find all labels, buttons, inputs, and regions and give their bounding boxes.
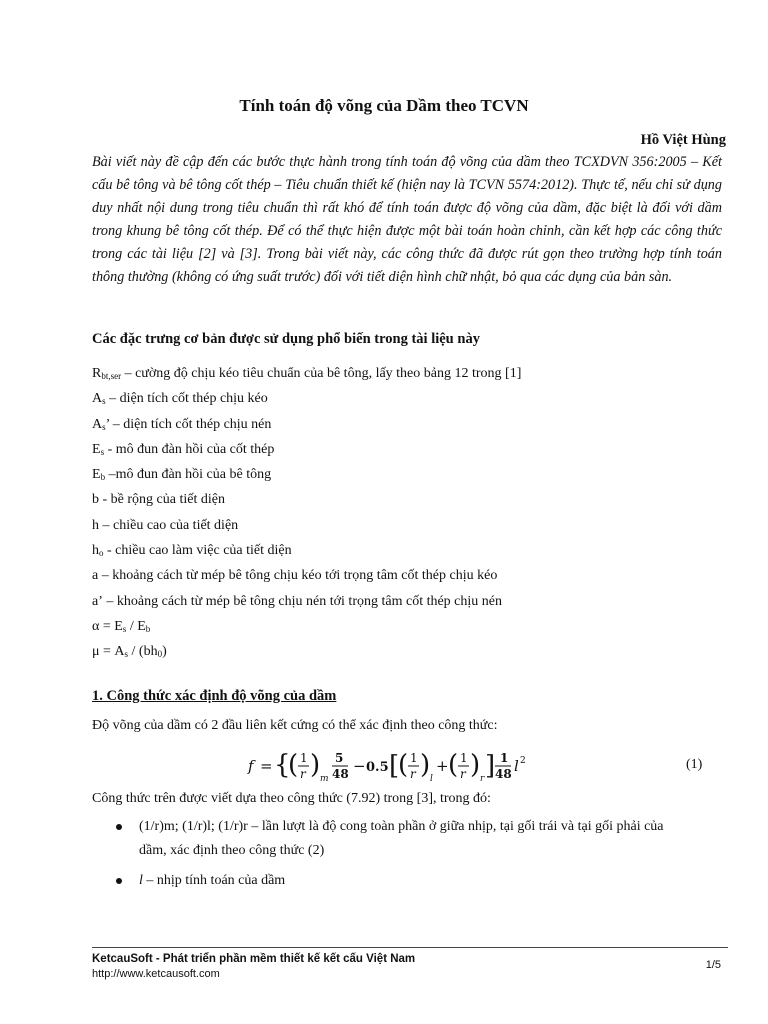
- document-title: Tính toán độ võng của Dầm theo TCVN: [239, 96, 529, 115]
- symbol-item: a’ – khoảng cách từ mép bê tông chịu nén tới trọng tâm cốt thép chịu nén: [92, 593, 502, 609]
- symbol-item: $R_{bt,ser}$ – cường độ chịu kéo tiêu chuẩn của bê tông, lấy theo bảng 12 trong [1]: [92, 366, 522, 381]
- formula-sub-m: m: [320, 774, 329, 784]
- formula-48-b: 48: [495, 767, 512, 781]
- formula-48-a: 48: [332, 767, 349, 781]
- formula-square: 2: [520, 756, 526, 766]
- formula-brace-open: {: [274, 750, 291, 780]
- mu-ratio: $\mu = A_s / (bh_0)$: [92, 644, 167, 660]
- formula-num-2: 1: [410, 751, 418, 765]
- alpha-ratio: $\alpha = E_s / E_b$: [92, 618, 151, 634]
- formula-paren-close-3: ): [470, 750, 481, 780]
- formula-num-1: 1: [300, 751, 308, 765]
- formula-num-4: 1: [500, 751, 509, 765]
- list-item: [92, 815, 732, 863]
- formula-num-3: 1: [460, 751, 468, 765]
- footer-divider: [92, 947, 728, 948]
- page-number: 1/5: [705, 959, 721, 971]
- formula-minus: −: [353, 757, 366, 775]
- formula-five: 5: [335, 751, 344, 765]
- symbol-item: a – khoảng cách từ mép bê tông chịu kéo tới trọng tâm cốt thép chịu kéo: [92, 568, 498, 584]
- symbols-list: [92, 361, 732, 665]
- formula-paren-close-2: ): [420, 750, 431, 780]
- formula-den-2: r: [410, 767, 416, 781]
- formula-paren-open: (: [288, 750, 299, 780]
- formula-bracket-close: ]: [485, 751, 496, 781]
- formula-paren-open-2: (: [398, 750, 409, 780]
- formula-sub-r: r: [480, 774, 485, 784]
- footer-url-link[interactable]: http://www.ketcausoft.com: [92, 968, 220, 980]
- section-1-intro: Độ võng của dầm có 2 đầu liên kết cứng có thể xác định theo công thức:: [92, 718, 498, 733]
- formula-coef: 0.5: [366, 760, 389, 775]
- document-author: Hồ Việt Hùng: [640, 132, 726, 148]
- section-1-after: Công thức trên được viết dựa theo công thức (7.92) trong [3], trong đó:: [92, 791, 491, 806]
- formula-paren-open-3: (: [448, 750, 459, 780]
- symbol-item: $E_b$ –mô đun đàn hồi của bê tông: [92, 467, 272, 483]
- symbols-heading: Các đặc trưng cơ bản được sử dụng phổ biến trong tài liệu này: [92, 331, 480, 347]
- equation-number: (1): [686, 757, 703, 772]
- symbol-item: $E_s$ - mô đun đàn hồi của cốt thép: [92, 441, 275, 457]
- formula-den-1: r: [300, 767, 306, 781]
- formula-f: f: [248, 757, 254, 775]
- bullet-icon: [116, 824, 122, 830]
- bullet-1-line-2: dầm, xác định theo công thức (2): [139, 843, 325, 858]
- symbol-item: $A_s$ – diện tích cốt thép chịu kéo: [92, 391, 268, 407]
- bullet-2-text: – nhịp tính toán của dầm: [142, 873, 286, 888]
- formula-bracket-open: [: [389, 751, 400, 781]
- symbol-item: $A_s$’ – diện tích cốt thép chịu nén: [92, 416, 272, 432]
- symbol-item: b - bề rộng của tiết diện: [92, 492, 225, 508]
- footer-company: KetcauSoft - Phát triển phần mềm thiết kế kết cấu Việt Nam: [92, 953, 416, 965]
- deflection-formula: [240, 742, 540, 790]
- section-1-heading: 1. Công thức xác định độ võng của dầm: [92, 688, 337, 704]
- definitions-list: [92, 815, 732, 893]
- formula-paren-close: ): [310, 750, 321, 780]
- abstract-paragraph: Bài viết này đề cập đến các bước thực hành trong tính toán độ võng của dầm theo TCXDVN 356:2005 – Kết cấu bê tông và bê tông cốt thép – Tiêu chuẩn thiết kế (hiện nay là TCVN 5574:2012). Thực tế, nếu chỉ sử dụng duy nhất nội dung trong tiêu chuẩn thì rất khó để tính toán được độ võng của dầm, đặc biệt là đối với dầm trong khung bê tông cốt thép. Để có thể thực hiện được một bài toán hoàn chỉnh, cần kết hợp các công thức trong các tài liệu [2] và [3]. Trong bài viết này, các công thức đã được rút gọn theo trường hợp tính toán thông thường (không có ứng suất trước) đối với tiết diện hình chữ nhật, bỏ qua các dụng của bản sàn.: [92, 154, 722, 285]
- bullet-icon: [116, 878, 122, 884]
- symbol-item: h – chiều cao của tiết diện: [92, 517, 239, 533]
- formula-l: l: [514, 757, 519, 775]
- bullet-2-variable: l: [139, 873, 143, 888]
- list-item: [92, 869, 732, 893]
- formula-sub-l: l: [430, 774, 433, 784]
- formula-equals: =: [260, 757, 273, 775]
- formula-plus: +: [436, 757, 449, 775]
- formula-den-3: r: [460, 767, 466, 781]
- bullet-1-line-1: (1/r)m; (1/r)l; (1/r)r – lần lượt là độ cong toàn phần ở giữa nhịp, tại gối trái và tại gối phải của: [139, 819, 664, 834]
- symbol-item: $h_o$ - chiều cao làm việc của tiết diện: [92, 543, 292, 559]
